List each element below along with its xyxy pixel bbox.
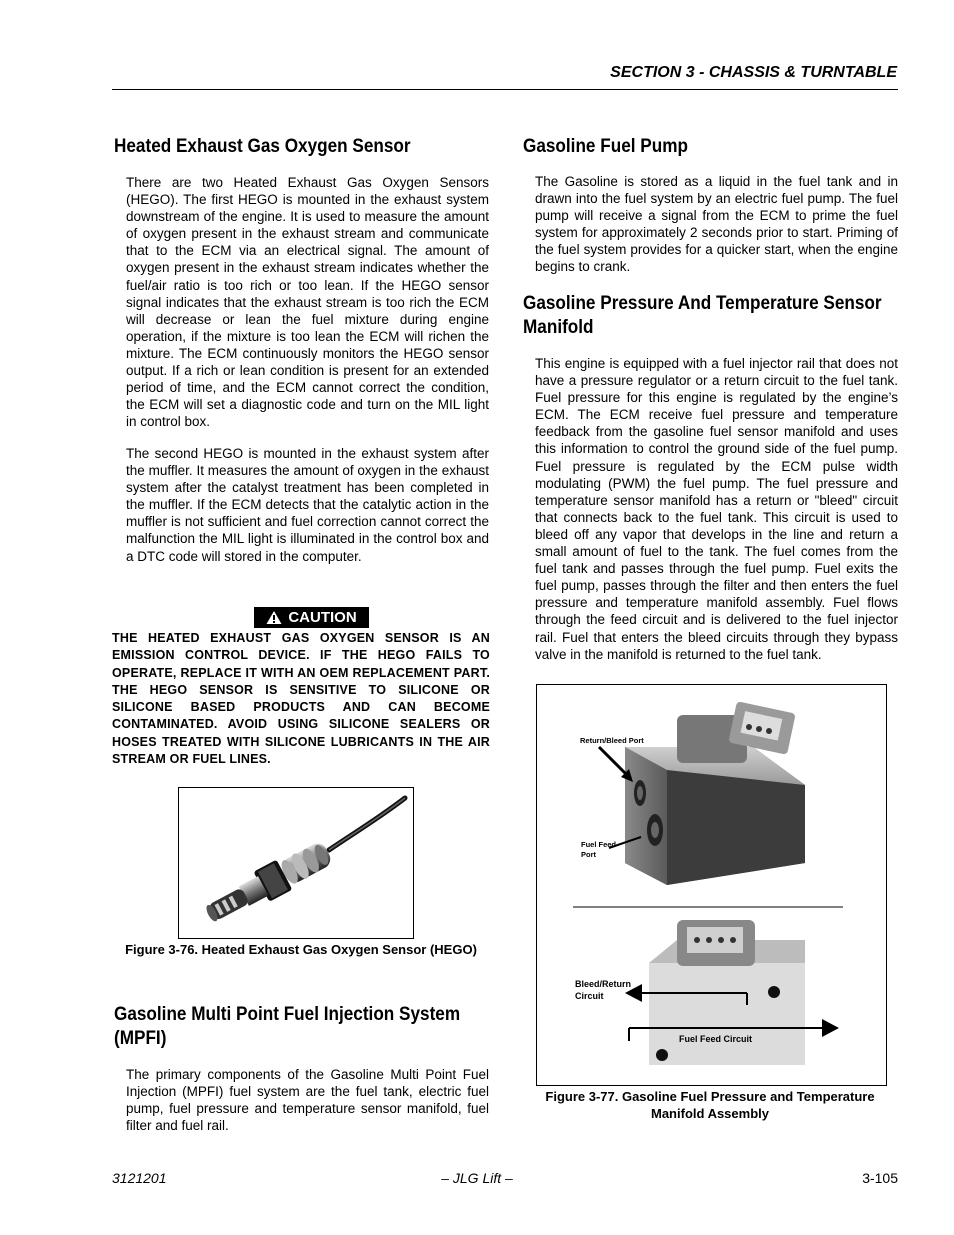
mpfi-heading-line-2: (MPFI): [114, 1027, 167, 1049]
header-divider: [112, 89, 898, 90]
label-fuel-feed-port-line-1: Fuel Feed: [581, 840, 617, 849]
label-bleed-return-circuit: [575, 978, 631, 1002]
hego-heading: Heated Exhaust Gas Oxygen Sensor: [114, 135, 411, 157]
caution-badge: [254, 607, 369, 628]
manifold-heading-line-2: Manifold: [523, 316, 594, 338]
warning-triangle-icon: [266, 610, 282, 625]
figure-3-77-manifold-image: [536, 684, 887, 1086]
fuel-pump-paragraph: The Gasoline is stored as a liquid in the fuel tank and in drawn into the fuel system by an electric fuel pump. The fuel pump will receive a signal from the ECM to prime the fuel system for approximately 2 seconds prior to start. Priming of the fuel system provides for a quicker start, when the engine begins to crank.: [535, 174, 898, 275]
label-bleed-return-circuit-line-2: Circuit: [575, 991, 604, 1001]
mpfi-paragraph: The primary components of the Gasoline Multi Point Fuel Injection (MPFI) fuel system are the fuel tank, electric fuel pump, fuel pressure and temperature sensor manifold, fuel filter and fuel rail.: [126, 1067, 489, 1134]
label-return-bleed-port: Return/Bleed Port: [580, 736, 644, 745]
figure-3-77-caption-line-1: Figure 3-77. Gasoline Fuel Pressure and Temperature: [545, 1089, 875, 1104]
figure-3-77-caption: [522, 1088, 898, 1122]
hego-paragraph-2: The second HEGO is mounted in the exhaust system after the muffler. It measures the amount of oxygen in the exhaust system after the catalyst treatment has been completed in the muffler. If the ECM detects that the catalytic action in the muffler is not sufficient and fuel correction cannot correct the malfunction the MIL light is illuminated in the control box and a DTC code will stored in the computer.: [126, 446, 489, 564]
label-fuel-feed-port: [581, 840, 616, 860]
label-fuel-feed-port-line-2: Port: [581, 850, 596, 859]
caution-label: CAUTION: [288, 609, 357, 626]
figure-3-77-caption-line-2: Manifold Assembly: [651, 1106, 769, 1121]
caution-text: THE HEATED EXHAUST GAS OXYGEN SENSOR IS AN EMISSION CONTROL DEVICE. IF THE HEGO FAILS TO OPERATE, REPLACE IT WITH AN OEM REPLACEMENT PART. THE HEGO SENSOR IS SENSITIVE TO SILICONE OR SILICONE BASED PRODUCTS AND CAN BECOME CONTAMINATED. AVOID USING SILICONE SEALERS OR HOSES TREATED WITH SILICONE LUBRICANTS IN THE AIR STREAM OR FUEL LINES.: [112, 631, 490, 767]
mpfi-heading-line-1: Gasoline Multi Point Fuel Injection System: [114, 1003, 461, 1025]
label-bleed-return-circuit-line-1: Bleed/Return: [575, 979, 632, 989]
footer-doc-number: 3121201: [112, 1170, 167, 1186]
figure-3-76-hego-sensor-image: [178, 787, 414, 939]
footer-page-number: 3-105: [862, 1170, 898, 1186]
footer-center: – JLG Lift –: [441, 1170, 513, 1186]
manifold-paragraph: This engine is equipped with a fuel injector rail that does not have a pressure regulator or a return circuit to the fuel tank. Fuel pressure for this engine is regulated by the engine’s ECM. The ECM receive fuel pressure and temperature feedback from the gasoline fuel sensor manifold and uses this information to control the ground side of the fuel pump. Fuel pressure is regulated by the ECM pulse width modulating (PWM) the fuel pump. The fuel pressure and temperature sensor manifold has a return or "bleed" circuit that connects back to the fuel tank. This circuit is used to bleed off any vapor that develops in the line and return a small amount of fuel to the tank. The fuel comes from the fuel tank and passes through the fuel pump. Fuel exits the fuel pump, passes through the filter and then enters the fuel pressure and temperature manifold assembly. Fuel flows through the feed circuit and is delivered to the fuel injector rail. Fuel that enters the bleed circuits through they bypass valve in the manifold is returned to the fuel tank.: [535, 356, 898, 662]
hego-paragraph-1: There are two Heated Exhaust Gas Oxygen Sensors (HEGO). The first HEGO is mounted in the exhaust system downstream of the engine. It is used to measure the amount of oxygen present in the exhaust stream and communicate that to the ECM via an electrical signal. The amount of oxygen present in the exhaust stream indicates whether the fuel/air ratio is too rich or too lean. If the HEGO sensor signal indicates that the exhaust stream is too rich the ECM will decrease or lean the fuel mixture during engine operation, if the mixture is too lean the ECM will richen the mixture. The ECM continuously monitors the HEGO sensor output. If a rich or lean condition is present for an extended period of time, and the ECM cannot correct the condition, the ECM will set a diagnostic code and turn on the MIL light in control box.: [126, 175, 489, 430]
figure-3-76-caption: Figure 3-76. Heated Exhaust Gas Oxygen Sensor (HEGO): [125, 942, 477, 957]
manifold-illustration: [537, 685, 886, 1085]
fuel-pump-heading: Gasoline Fuel Pump: [523, 135, 688, 157]
hego-sensor-illustration: [179, 788, 413, 938]
manifold-heading-line-1: Gasoline Pressure And Temperature Sensor: [523, 292, 882, 314]
label-fuel-feed-circuit: Fuel Feed Circuit: [679, 1034, 753, 1044]
section-header: SECTION 3 - CHASSIS & TURNTABLE: [610, 64, 897, 81]
